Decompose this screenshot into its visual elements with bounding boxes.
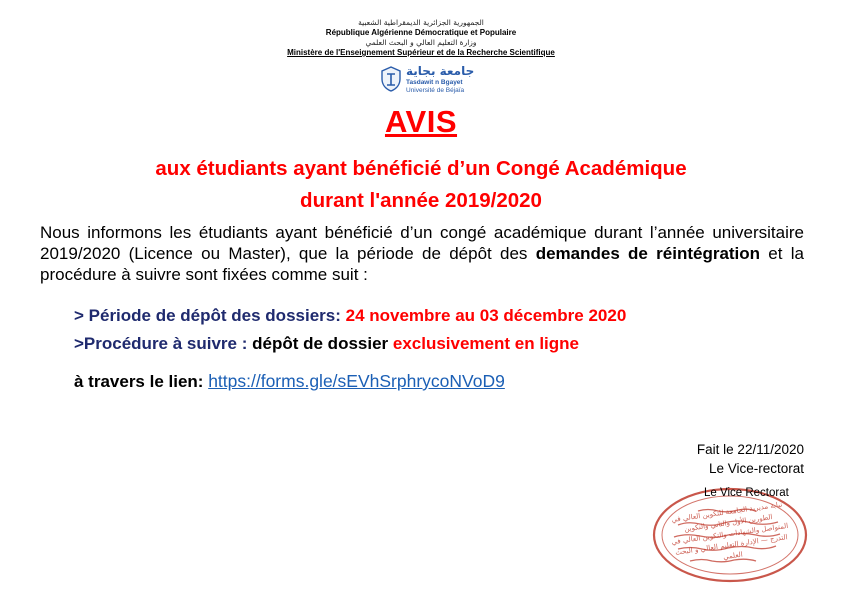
form-link[interactable]: https://forms.gle/sEVhSrphrycoNVoD9	[208, 371, 505, 391]
notice-title: AVIS	[384, 104, 458, 139]
logo-name: Université de Béjaïa	[406, 87, 465, 94]
official-stamp	[650, 485, 810, 585]
body-text-part2: et la procédure à suivre sont fixées comme suit :	[40, 244, 804, 284]
university-emblem-icon	[380, 66, 402, 92]
header-ministry: Ministère de l'Enseignement Supérieur et de la Recherche Scientifique	[287, 48, 555, 57]
signature-office: Le Vice-rectorat	[708, 461, 804, 476]
header-arabic-ministry: وزارة التعليم العالي و البحث العلمي	[365, 38, 477, 47]
header-arabic-republic: الجمهورية الجزائرية الديمقراطية الشعبية	[358, 18, 484, 27]
signature-date: Fait le 22/11/2020	[696, 442, 804, 457]
body-text-bold: demandes de réintégration	[535, 244, 761, 263]
procedure-label: >Procédure à suivre :	[74, 334, 253, 353]
header-republic: République Algérienne Démocratique et Populaire	[325, 28, 517, 37]
period-label: > Période de dépôt des dossiers:	[74, 306, 346, 325]
period-value: 24 novembre au 03 décembre 2020	[345, 306, 627, 325]
procedure-line	[74, 334, 579, 354]
procedure-text: dépôt de dossier	[252, 334, 393, 353]
stamp-title: Le Vice Rectorat	[704, 487, 789, 499]
notice-subtitle-line1: aux étudiants ayant bénéficié d’un Congé Académique	[155, 157, 687, 180]
notice-subtitle-line2: durant l'année 2019/2020	[300, 189, 542, 212]
logo-kabyle-name: Tasdawit n Bgayet	[406, 79, 463, 86]
period-line	[74, 306, 626, 326]
body-text-part1: Nous informons les étudiants ayant bénéficié d’un congé académique durant l’année universitaire 2019/2020 (Licence ou Master), que la période de dépôt des	[40, 223, 804, 263]
link-label: à travers le lien:	[74, 372, 209, 391]
body-paragraph	[40, 222, 804, 285]
procedure-value: exclusivement en ligne	[392, 334, 580, 353]
logo-arabic-name: جامعة بجاية	[406, 64, 475, 78]
stamp-text: نيابة مديرية الجامعة للتكوين العالي في الطورين الأول والثاني والتكوين المتواصل والشهادات والتكوين العالي في التدرج — الإدارة التعليم العالي و البحث العلمي	[670, 500, 789, 562]
link-line	[74, 371, 505, 392]
university-logo	[380, 66, 500, 96]
